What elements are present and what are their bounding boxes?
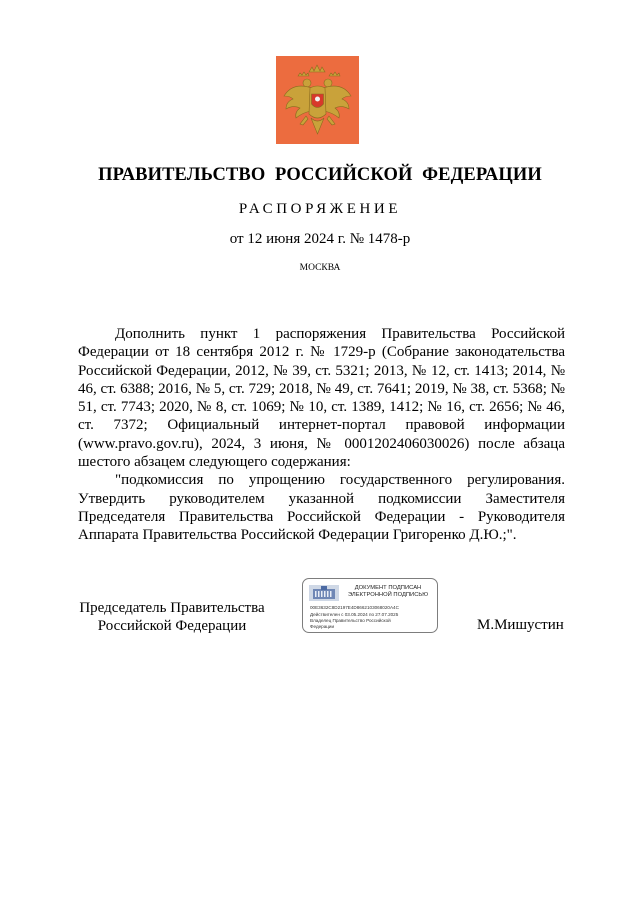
stamp-certificate: 00E3632C8D2197E4D8662103068020A4C [310, 605, 399, 610]
stamp-heading-line: ЭЛЕКТРОННОЙ ПОДПИСЬЮ [347, 592, 429, 598]
body-paragraph: Дополнить пункт 1 распоряжения Правительства Российской Федерации от 18 сентября 2012 г. № 1729-р (Собрание законодательства Российской Федерации, 2012, № 39, ст. 5321; 2013, № 12, ст. 1413; 2014, № 46, ст. 6388; 2016, № 5, ст. 729; 2018, № 49, ст. 7641; 2019, № 38, ст. 5368; № 51, ст. 7743; 2020, № 8, ст. 1069; № 10, ст. 1389, 1412; № 16, ст. 2656; № 46, ст. 7372; Официальный интернет-портал правовой информации (www.pravo.gov.ru), 2024, 3 июня, № 0001202406030026) после абзаца шестого абзацем следующего содержания: [78, 326, 565, 471]
stamp-heading-line: ДОКУМЕНТ ПОДПИСАН [354, 585, 422, 591]
document-type: РАСПОРЯЖЕНИЕ [238, 201, 402, 217]
stamp-owner: Федерации [310, 623, 335, 629]
government-building-icon [309, 585, 339, 601]
body-paragraph: "подкомиссия по упрощению государственного регулирования. Утвердить руководителем указанной подкомиссии Заместителя Председателя Правительства Российской Федерации - Руководителя Аппарата Правительства Российской Федерации Григоренко Д.Ю.;". [78, 472, 565, 544]
issuer-title: ПРАВИТЕЛЬСТВО РОССИЙСКОЙ ФЕДЕРАЦИИ [98, 165, 542, 185]
document-city: МОСКВА [299, 263, 341, 273]
signer-position-line: Российской Федерации [97, 618, 247, 634]
signer-position-line: Председатель Правительства [79, 600, 265, 616]
stamp-validity: Действителен с 03.05.2024 по 27.07.2025 [310, 612, 399, 617]
signer-position [78, 599, 266, 635]
e-signature-stamp [302, 578, 438, 633]
stamp-heading [341, 585, 435, 599]
document-body [78, 325, 565, 545]
coat-of-arms-icon [276, 56, 359, 144]
document-date-number: от 12 июня 2024 г. № 1478-р [229, 231, 411, 247]
signer-name: М.Мишустин [477, 617, 564, 633]
stamp-owner: Владелец Правительство Российской [310, 618, 391, 623]
